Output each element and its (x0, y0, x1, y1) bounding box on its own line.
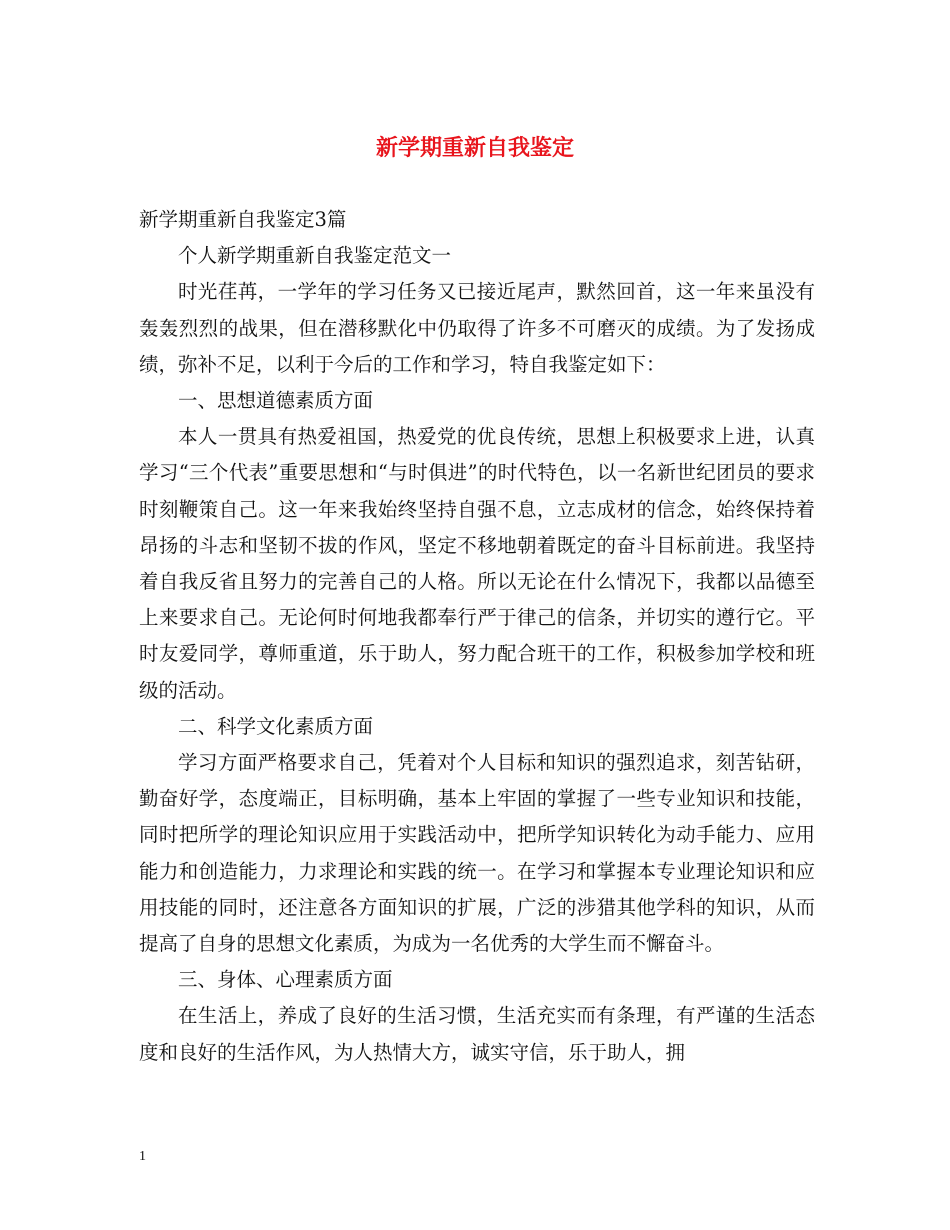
document-body (139, 202, 815, 1071)
sample-heading: 个人新学期重新自我鉴定范文一 (178, 244, 452, 268)
section-heading-ideology: 一、思想道德素质方面 (178, 389, 374, 413)
section-heading-health: 三、身体、心理素质方面 (178, 968, 393, 992)
section-heading-science: 二、科学文化素质方面 (178, 714, 374, 738)
page-title: 新学期重新自我鉴定 (375, 135, 574, 161)
health-paragraph: 在生活上，养成了良好的生活习惯，生活充实而有条理，有严谨的生活态度和良好的生活作风，为人热情大方，诚实守信，乐于助人，拥 (139, 1004, 815, 1064)
document-subtitle: 新学期重新自我鉴定3篇 (139, 208, 347, 231)
ideology-paragraph: 本人一贯具有热爱祖国，热爱党的优良传统，思想上积极要求上进，认真学习“三个代表”重要思想和“与时俱进”的时代特色，以一名新世纪团员的要求时刻鞭策自己。这一年来我始终坚持自强不息，立志成材的信念，始终保持着昂扬的斗志和坚韧不拔的作风，坚定不移地朝着既定的奋斗目标前进。我坚持着自我反省且努力的完善自己的人格。所以无论在什么情况下，我都以品德至上来要求自己。无论何时何地我都奉行严于律己的信条，并切实的遵行它。平时友爱同学，尊师重道，乐于助人，努力配合班干的工作，积极参加学校和班级的活动。 (139, 425, 815, 702)
page-number: 1 (139, 1149, 146, 1164)
intro-paragraph: 时光荏苒，一学年的学习任务又已接近尾声，默然回首，这一年来虽没有轰轰烈烈的战果，但在潜移默化中仍取得了许多不可磨灭的成绩。为了发扬成绩，弥补不足，以利于今后的工作和学习，特自我鉴定如下： (139, 280, 815, 376)
science-paragraph: 学习方面严格要求自己，凭着对个人目标和知识的强烈追求，刻苦钻研，勤奋好学，态度端正，目标明确，基本上牢固的掌握了一些专业知识和技能，同时把所学的理论知识应用于实践活动中，把所学知识转化为动手能力、应用能力和创造能力，力求理论和实践的统一。在学习和掌握本专业理论知识和应用技能的同时，还注意各方面知识的扩展，广泛的涉猎其他学科的知识，从而提高了自身的思想文化素质，为成为一名优秀的大学生而不懈奋斗。 (139, 751, 815, 956)
